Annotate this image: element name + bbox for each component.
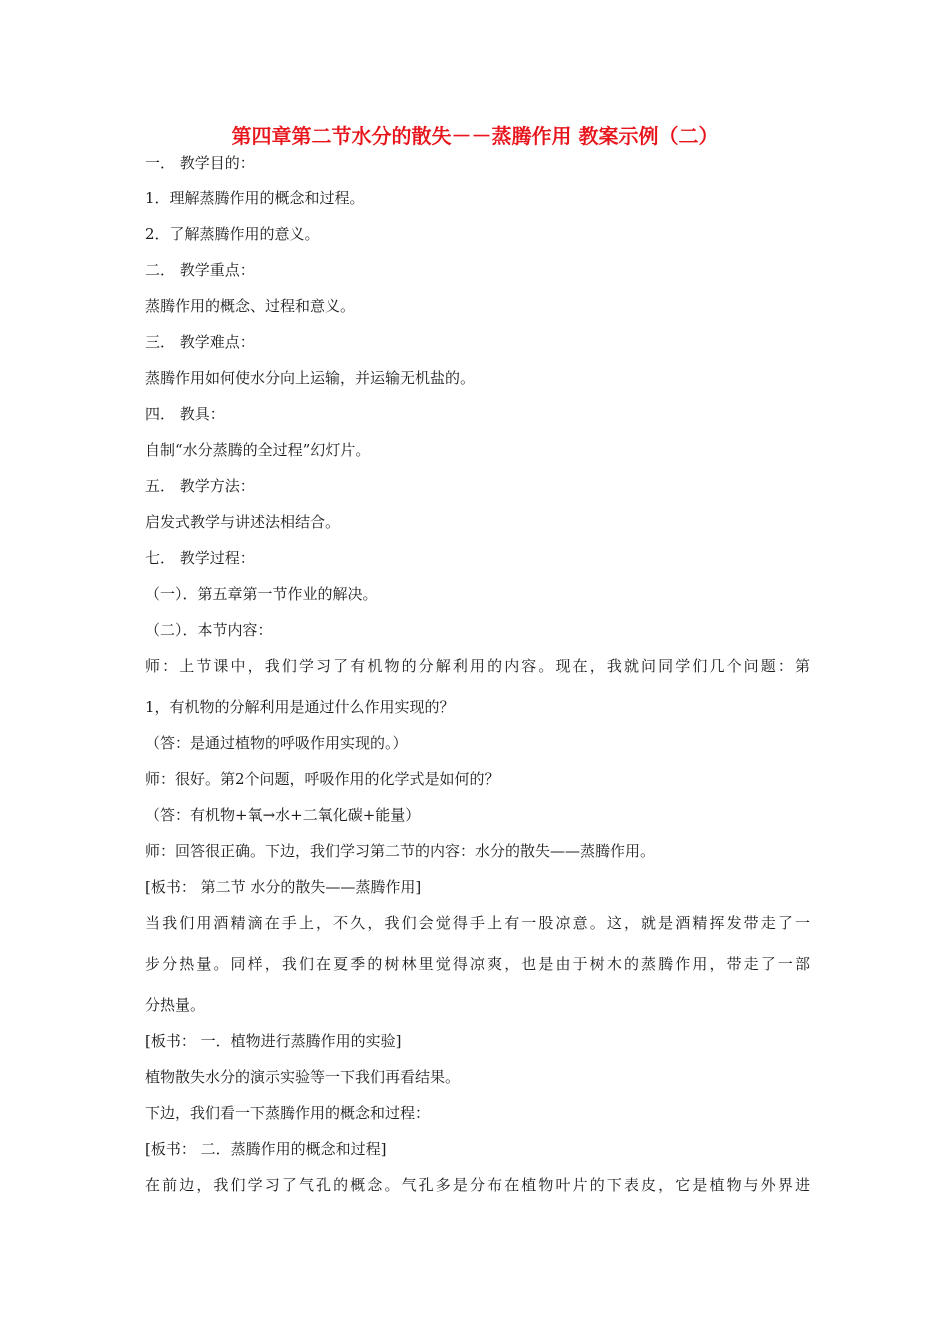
- heading-teaching-process: 七． 教学过程：: [145, 549, 255, 567]
- document-title: 第四章第二节水分的散失－－蒸腾作用 教案示例（二）: [231, 124, 719, 148]
- paragraph-line: 植物散失水分的演示实验等一下我们再看结果。: [145, 1068, 461, 1086]
- answer-line: （答：有机物+氧→水+二氧化碳+能量）: [145, 806, 421, 824]
- paragraph-line: 师：上节课中，我们学习了有机物的分解利用的内容。现在，我就问同学们几个问题：第: [145, 657, 810, 675]
- blackboard-note: [板书： 二．蒸腾作用的概念和过程]: [145, 1140, 387, 1158]
- paragraph-line: 1，有机物的分解利用是通过什么作用实现的？: [145, 698, 455, 716]
- paragraph-line: 师：很好。第2个问题，呼吸作用的化学式是如何的？: [145, 770, 500, 788]
- heading-key-points: 二． 教学重点：: [145, 261, 255, 279]
- process-step-2: （二）．本节内容：: [145, 621, 273, 639]
- objective-item-1: 1．理解蒸腾作用的概念和过程。: [145, 189, 365, 207]
- heading-teaching-aids: 四． 教具：: [145, 405, 225, 423]
- paragraph-line: 下边，我们看一下蒸腾作用的概念和过程：: [145, 1104, 431, 1122]
- paragraph-line: 师：回答很正确。下边，我们学习第二节的内容：水分的散失——蒸腾作用。: [145, 842, 656, 860]
- heading-teaching-objectives: 一． 教学目的：: [145, 154, 255, 172]
- answer-line: （答：是通过植物的呼吸作用实现的。）: [145, 734, 408, 752]
- blackboard-note: [板书： 一．植物进行蒸腾作用的实验]: [145, 1032, 402, 1050]
- objective-item-2: 2．了解蒸腾作用的意义。: [145, 225, 320, 243]
- paragraph-line: 步分热量。同样，我们在夏季的树林里觉得凉爽，也是由于树木的蒸腾作用，带走了一部: [145, 955, 810, 973]
- key-points-text: 蒸腾作用的概念、过程和意义。: [145, 297, 356, 315]
- paragraph-line: 分热量。: [145, 996, 206, 1014]
- heading-teaching-methods: 五． 教学方法：: [145, 477, 255, 495]
- difficulties-text: 蒸腾作用如何使水分向上运输，并运输无机盐的。: [145, 369, 476, 387]
- paragraph-line: 当我们用酒精滴在手上，不久，我们会觉得手上有一股凉意。这，就是酒精挥发带走了一: [145, 914, 810, 932]
- teaching-methods-text: 启发式教学与讲述法相结合。: [145, 513, 341, 531]
- teaching-aids-text: 自制“水分蒸腾的全过程”幻灯片。: [145, 441, 371, 459]
- process-step-1: （一）．第五章第一节作业的解决。: [145, 585, 378, 603]
- paragraph-line: 在前边，我们学习了气孔的概念。气孔多是分布在植物叶片的下表皮，它是植物与外界进: [145, 1176, 810, 1194]
- heading-difficulties: 三． 教学难点：: [145, 333, 255, 351]
- blackboard-note: [板书： 第二节 水分的散失——蒸腾作用]: [145, 878, 422, 896]
